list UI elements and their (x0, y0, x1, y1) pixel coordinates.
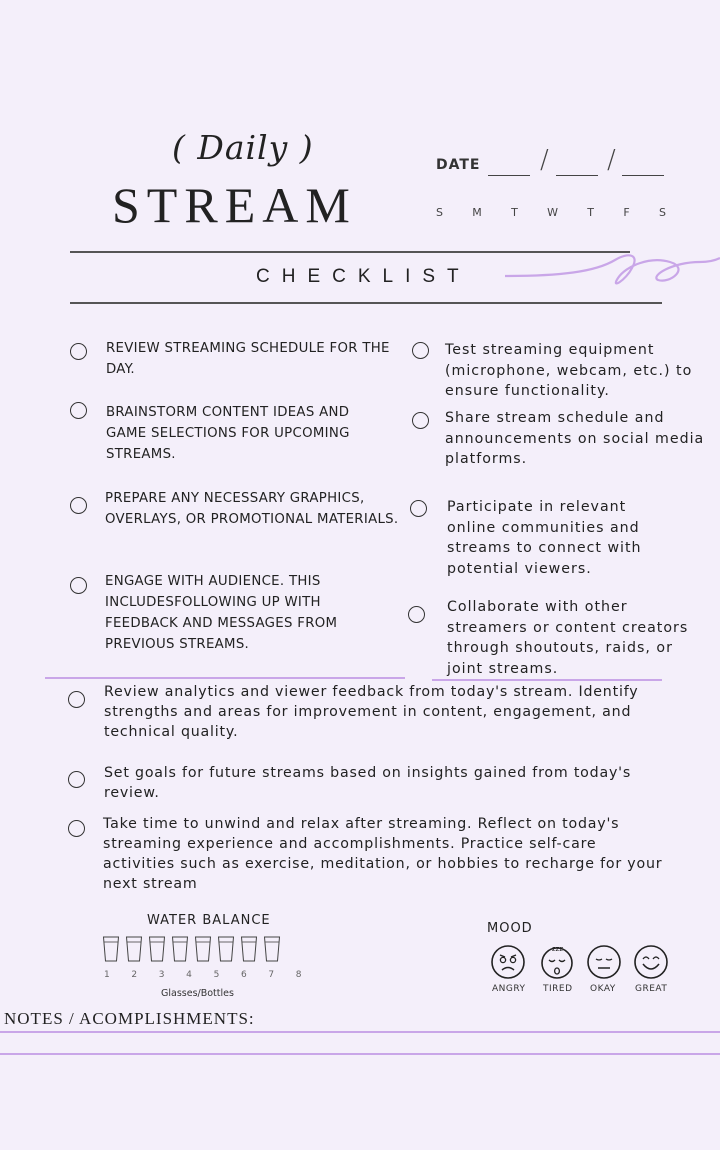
water-caption: Glasses/Bottles (161, 988, 234, 999)
daily-subtitle: ( Daily ) (172, 128, 314, 167)
glass-icon[interactable] (125, 935, 143, 963)
page-title: STREAM (112, 177, 357, 233)
date-month-line[interactable] (488, 175, 530, 176)
glass-icon[interactable] (263, 935, 281, 963)
checklist-item-label: PREPARE ANY NECESSARY GRAPHICS, OVERLAYS, OR PROMOTIONAL MATERIALS. (105, 491, 399, 527)
mood-title: MOOD (487, 921, 533, 936)
glass-icon[interactable] (171, 935, 189, 963)
glass-icon[interactable] (194, 935, 212, 963)
checklist-item-label: Take time to unwind and relax after streaming. Reflect on today's streaming experience and accomplishments. Practice self-care activities such as exercise, meditation, or hobbies to recharge for your next stream (103, 816, 663, 892)
notes-line[interactable] (0, 1053, 720, 1055)
checkbox-circle[interactable] (412, 412, 429, 429)
glass-number: 7 (268, 970, 275, 980)
glass-number: 6 (240, 970, 247, 980)
checkbox-circle[interactable] (408, 606, 425, 623)
checklist-heading: CHECKLIST (256, 266, 471, 287)
svg-text:zzz: zzz (552, 945, 564, 953)
date-slash: / (607, 145, 616, 175)
checkbox-circle[interactable] (410, 500, 427, 517)
notes-heading: NOTES / ACOMPLISHMENTS: (4, 1009, 255, 1028)
great-face-icon[interactable] (633, 944, 669, 980)
glass-number: 4 (186, 970, 192, 980)
checklist-item-label: Review analytics and viewer feedback from today's stream. Identify strengths and areas for improvement in content, engagement, and technical quality. (104, 684, 639, 740)
glass-icon[interactable] (102, 935, 120, 963)
weekday-tuesday[interactable]: T (511, 206, 518, 219)
checklist-item-label: BRAINSTORM CONTENT IDEAS AND GAME SELECTIONS FOR UPCOMING STREAMS. (106, 405, 350, 462)
checkbox-circle[interactable] (70, 577, 87, 594)
weekday-sunday[interactable]: S (436, 206, 443, 219)
weekday-selector (436, 206, 666, 219)
notes-line[interactable] (0, 1031, 720, 1033)
checkbox-circle[interactable] (68, 771, 85, 788)
checkbox-circle[interactable] (70, 343, 87, 360)
weekday-thursday[interactable]: T (587, 206, 595, 219)
swirl-decoration-icon (500, 240, 720, 300)
checklist-item-label: ENGAGE WITH AUDIENCE. THIS INCLUDESFOLLOWING UP WITH FEEDBACK AND MESSAGES FROM PREVIOUS STREAMS. (105, 574, 338, 652)
glass-numbers (104, 970, 323, 980)
date-label: DATE (436, 157, 481, 173)
glass-number: 3 (158, 970, 165, 980)
checklist-item-label: Test streaming equipment (microphone, webcam, etc.) to ensure functionality. (445, 342, 693, 399)
mood-label-great: GREAT (635, 984, 668, 994)
mood-label-tired: TIRED (543, 984, 573, 994)
checklist-item-label: Participate in relevant online communities and streams to connect with potential viewers. (447, 499, 642, 577)
glass-number: 8 (295, 970, 302, 980)
weekday-monday[interactable]: M (472, 206, 482, 219)
okay-face-icon[interactable] (586, 944, 622, 980)
checkbox-circle[interactable] (68, 820, 85, 837)
checklist-item-label: Collaborate with other streamers or content creators through shoutouts, raids, or joint streams. (447, 599, 689, 677)
water-glass-tracker (102, 935, 281, 963)
angry-face-icon[interactable] (490, 944, 526, 980)
checkbox-circle[interactable] (68, 691, 85, 708)
glass-icon[interactable] (217, 935, 235, 963)
checklist-item-label: REVIEW STREAMING SCHEDULE FOR THE DAY. (106, 341, 390, 377)
glass-icon[interactable] (240, 935, 258, 963)
weekday-wednesday[interactable]: W (547, 206, 558, 219)
mood-label-okay: OKAY (590, 984, 616, 994)
checklist-item-label: Set goals for future streams based on insights gained from today's review. (104, 765, 632, 801)
glass-number: 2 (131, 970, 138, 980)
checkbox-circle[interactable] (412, 342, 429, 359)
mood-label-angry: ANGRY (492, 984, 526, 994)
checkbox-circle[interactable] (70, 402, 87, 419)
glass-number: 5 (213, 970, 220, 980)
glass-number: 1 (104, 970, 110, 980)
water-balance-title: WATER BALANCE (147, 913, 271, 928)
checklist-item-label: Share stream schedule and announcements on social media platforms. (445, 410, 705, 467)
date-slash: / (540, 145, 549, 175)
header-divider-bottom (70, 302, 662, 304)
date-year-line[interactable] (622, 175, 664, 176)
weekday-friday[interactable]: F (623, 206, 630, 219)
glass-icon[interactable] (148, 935, 166, 963)
tired-face-icon[interactable] (539, 944, 575, 980)
weekday-saturday[interactable]: S (658, 206, 666, 219)
date-day-line[interactable] (556, 175, 598, 176)
section-divider (432, 679, 662, 681)
section-divider (45, 677, 405, 679)
checkbox-circle[interactable] (70, 497, 87, 514)
